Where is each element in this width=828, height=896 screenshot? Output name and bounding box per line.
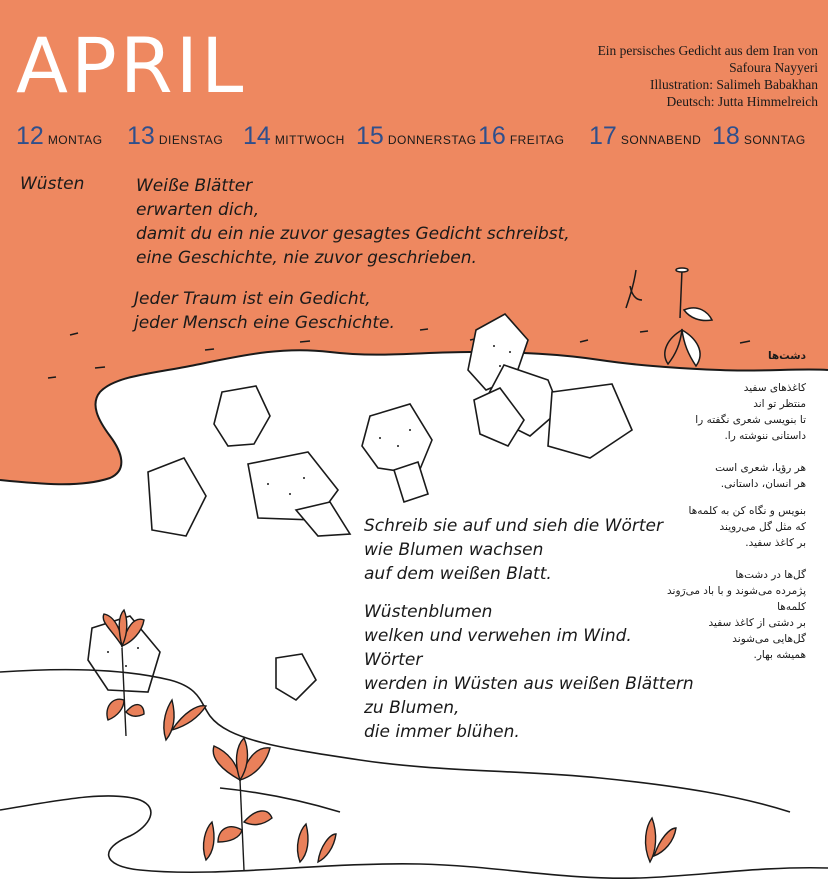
day-name: DIENSTAG [158,133,224,147]
persian-line: گل‌ها در دشت‌ها [735,569,806,581]
credit-illustration: Illustration: Salimeh Babakhan [650,77,818,92]
poem-line: jeder Mensch eine Geschichte. [134,313,395,333]
day-monday [16,122,103,151]
flower-lower-center [204,738,676,870]
persian-line: داستانی ننوشته را. [724,430,806,442]
poem-line: Jeder Traum ist ein Gedicht, [134,289,371,309]
poem-line: damit du ein nie zuvor gesagtes Gedicht schreibst, [136,224,570,244]
poem-line: wie Blumen wachsen [364,540,544,560]
poem-line: werden in Wüsten aus weißen Blättern [364,674,694,694]
day-number: 14 [243,122,271,150]
persian-line: منتظر تو اند [753,398,806,410]
persian-line: کاغذهای سفید [743,382,806,394]
poem-line: zu Blumen, [364,698,460,718]
poem-stanza-4 [364,600,694,744]
poem-line: Wörter [364,650,423,670]
persian-line: که مثل گل می‌رویند [719,521,806,533]
poem-stanza-3 [364,514,663,586]
persian-line: بر کاغذ سفید. [745,537,806,549]
poem-line: Weiße Blätter [136,176,253,196]
day-number: 17 [589,122,617,150]
persian-stanza-3 [689,503,806,551]
persian-line: بر دشتی از کاغذ سفید [708,617,806,629]
persian-stanza-4 [667,567,806,663]
month-title: APRIL [16,21,247,110]
persian-line: پژمرده می‌شوند و با باد می‌رَوند [667,585,806,597]
week-row [16,122,816,156]
persian-line: تا بنویسی شعری نگفته را [695,414,806,426]
day-number: 16 [478,122,506,150]
poem-title: Wüsten [20,174,85,194]
day-wednesday [243,122,345,151]
poem-line: welken und verwehen im Wind. [364,626,632,646]
persian-line: هر رؤیا، شعری است [715,462,806,474]
day-tuesday [127,122,223,151]
day-name: FREITAG [509,133,565,147]
persian-line: کلمه‌ها [777,601,806,613]
persian-line: همیشه بهار. [753,649,806,661]
day-name: SONNTAG [743,133,806,147]
day-friday [478,122,564,151]
poem-line: Wüstenblumen [364,602,493,622]
credit-author: Safoura Nayyeri [729,60,818,75]
poem-stanza-2 [134,287,395,335]
poem-stanza-1 [136,174,570,270]
day-name: SONNABEND [620,133,702,147]
persian-stanza-2 [715,460,806,492]
credit-line: Ein persisches Gedicht aus dem Iran von [597,43,818,58]
persian-line: گل‌هایی می‌شوند [732,633,806,645]
poem-line: auf dem weißen Blatt. [364,564,552,584]
poem-line: die immer blühen. [364,722,520,742]
day-thursday [356,122,477,151]
persian-line: هر انسان، داستانی. [720,478,806,490]
day-sunday [712,122,806,151]
persian-line: بنویس و نگاه کن به کلمه‌ها [688,505,806,517]
persian-title: دشت‌ها [767,350,806,362]
day-name: MONTAG [47,133,103,147]
credits [598,42,818,110]
credit-translation: Deutsch: Jutta Himmelreich [666,94,818,109]
poem-line: Schreib sie auf und sieh die Wörter [364,516,663,536]
day-name: DONNERSTAG [387,133,477,147]
poem-line: erwarten dich, [136,200,260,220]
persian-stanza-1 [695,380,806,444]
day-number: 18 [712,122,740,150]
day-number: 15 [356,122,384,150]
poem-line: eine Geschichte, nie zuvor geschrieben. [136,248,477,268]
day-name: MITTWOCH [274,133,345,147]
day-saturday [589,122,701,151]
day-number: 13 [127,122,155,150]
day-number: 12 [16,122,44,150]
